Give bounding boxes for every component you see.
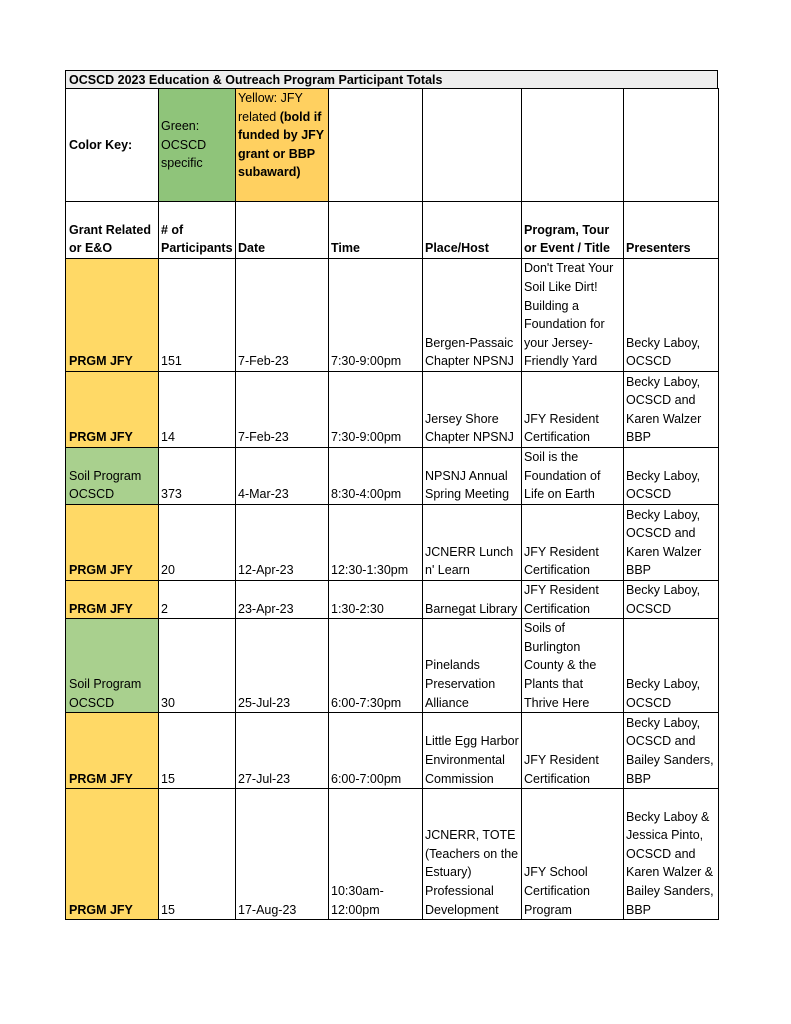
header-participants: # of Participants: [159, 202, 236, 259]
color-key-yellow: [236, 89, 329, 202]
header-place: Place/Host: [423, 202, 522, 259]
participants-cell: 373: [159, 448, 236, 505]
participants-cell: 14: [159, 372, 236, 448]
program-cell: Don't Treat Your Soil Like Dirt! Building a Foundation for your Jersey-Friendly Yard: [522, 259, 624, 372]
program-cell: Soils of Burlington County & the Plants that Thrive Here: [522, 619, 624, 713]
time-cell: 6:00-7:30pm: [329, 619, 423, 713]
color-key-green: Green: OCSCD specific: [159, 89, 236, 202]
table-row: [66, 581, 719, 619]
grant-cell: PRGM JFY: [66, 581, 159, 619]
grant-cell: PRGM JFY: [66, 505, 159, 581]
program-cell: JFY School Certification Program: [522, 789, 624, 920]
place-cell: Barnegat Library: [423, 581, 522, 619]
program-cell: JFY Resident Certification: [522, 581, 624, 619]
table-row: [66, 259, 719, 372]
presenters-cell: Becky Laboy, OCSCD: [624, 259, 719, 372]
time-cell: 10:30am-12:00pm: [329, 789, 423, 920]
color-key-yellow-plain: Yellow: JFY related: [238, 91, 303, 124]
table-row: [66, 505, 719, 581]
table-row: [66, 619, 719, 713]
sheet-title: OCSCD 2023 Education & Outreach Program Participant Totals: [65, 70, 718, 88]
place-cell: JCNERR, TOTE (Teachers on the Estuary) Professional Development: [423, 789, 522, 920]
grant-cell: Soil Program OCSCD: [66, 619, 159, 713]
grant-cell: Soil Program OCSCD: [66, 448, 159, 505]
presenters-cell: Becky Laboy, OCSCD: [624, 448, 719, 505]
presenters-cell: Becky Laboy, OCSCD: [624, 581, 719, 619]
date-cell: 25-Jul-23: [236, 619, 329, 713]
time-cell: 7:30-9:00pm: [329, 259, 423, 372]
participants-cell: 15: [159, 713, 236, 789]
participant-table: [65, 88, 719, 920]
color-key-yellow-bold: (bold if funded by JFY grant or BBP subaward): [238, 109, 324, 180]
program-cell: Soil is the Foundation of Life on Earth: [522, 448, 624, 505]
program-cell: JFY Resident Certification: [522, 372, 624, 448]
date-cell: 7-Feb-23: [236, 372, 329, 448]
grant-cell: PRGM JFY: [66, 789, 159, 920]
time-cell: 7:30-9:00pm: [329, 372, 423, 448]
place-cell: Bergen-Passaic Chapter NPSNJ: [423, 259, 522, 372]
header-row: [66, 202, 719, 259]
presenters-cell: Becky Laboy, OCSCD and Karen Walzer BBP: [624, 505, 719, 581]
date-cell: 7-Feb-23: [236, 259, 329, 372]
place-cell: Jersey Shore Chapter NPSNJ: [423, 372, 522, 448]
presenters-cell: Becky Laboy, OCSCD and Karen Walzer BBP: [624, 372, 719, 448]
place-cell: NPSNJ Annual Spring Meeting: [423, 448, 522, 505]
participants-cell: 151: [159, 259, 236, 372]
presenters-cell: Becky Laboy, OCSCD: [624, 619, 719, 713]
presenters-cell: Becky Laboy, OCSCD and Bailey Sanders, BBP: [624, 713, 719, 789]
header-presenters: Presenters: [624, 202, 719, 259]
time-cell: 1:30-2:30: [329, 581, 423, 619]
header-program: Program, Tour or Event / Title: [522, 202, 624, 259]
date-cell: 12-Apr-23: [236, 505, 329, 581]
place-cell: Pinelands Preservation Alliance: [423, 619, 522, 713]
table-row: [66, 372, 719, 448]
date-cell: 23-Apr-23: [236, 581, 329, 619]
spreadsheet: [65, 70, 718, 920]
time-cell: 12:30-1:30pm: [329, 505, 423, 581]
place-cell: JCNERR Lunch n' Learn: [423, 505, 522, 581]
color-key-row: [66, 89, 719, 202]
grant-cell: PRGM JFY: [66, 259, 159, 372]
program-cell: JFY Resident Certification: [522, 713, 624, 789]
table-row: [66, 713, 719, 789]
table-row: [66, 789, 719, 920]
program-cell: JFY Resident Certification: [522, 505, 624, 581]
header-time: Time: [329, 202, 423, 259]
time-cell: 8:30-4:00pm: [329, 448, 423, 505]
date-cell: 27-Jul-23: [236, 713, 329, 789]
participants-cell: 15: [159, 789, 236, 920]
grant-cell: PRGM JFY: [66, 372, 159, 448]
participants-cell: 20: [159, 505, 236, 581]
date-cell: 4-Mar-23: [236, 448, 329, 505]
color-key-label: Color Key:: [66, 89, 159, 202]
date-cell: 17-Aug-23: [236, 789, 329, 920]
place-cell: Little Egg Harbor Environmental Commission: [423, 713, 522, 789]
time-cell: 6:00-7:00pm: [329, 713, 423, 789]
participants-cell: 2: [159, 581, 236, 619]
header-date: Date: [236, 202, 329, 259]
header-grant: Grant Related or E&O: [66, 202, 159, 259]
presenters-cell: Becky Laboy & Jessica Pinto, OCSCD and Karen Walzer & Bailey Sanders, BBP: [624, 789, 719, 920]
table-row: [66, 448, 719, 505]
participants-cell: 30: [159, 619, 236, 713]
grant-cell: PRGM JFY: [66, 713, 159, 789]
